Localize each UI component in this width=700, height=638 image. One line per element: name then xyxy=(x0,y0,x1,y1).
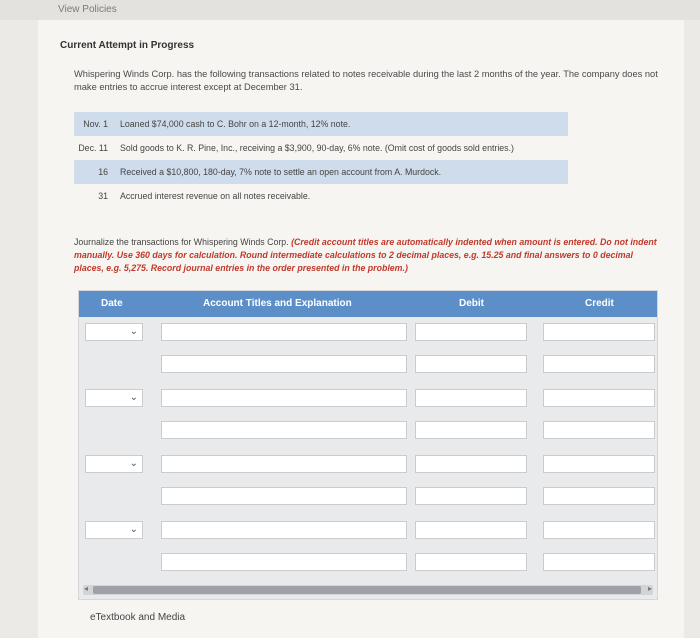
date-select[interactable] xyxy=(85,389,143,407)
transaction-date: 16 xyxy=(98,167,108,177)
transaction-date: Dec. 11 xyxy=(78,143,108,153)
debit-column-header: Debit xyxy=(459,298,484,309)
journal-entry-table xyxy=(78,290,658,600)
transaction-date: 31 xyxy=(98,191,108,201)
credit-input[interactable] xyxy=(543,521,655,539)
journal-row xyxy=(79,385,657,409)
scroll-left-icon[interactable]: ◂ xyxy=(84,584,89,593)
credit-input[interactable] xyxy=(543,455,655,473)
debit-input[interactable] xyxy=(415,521,527,539)
date-select[interactable] xyxy=(85,455,143,473)
transaction-date: Nov. 1 xyxy=(83,119,108,129)
chevron-down-icon: ⌄ xyxy=(129,524,138,535)
transaction-description: Sold goods to K. R. Pine, Inc., receiving a $3,900, 90-day, 6% note. (Omit cost of goods sold entries.) xyxy=(120,143,514,153)
date-select[interactable] xyxy=(85,521,143,539)
debit-input[interactable] xyxy=(415,323,527,341)
account-title-input[interactable] xyxy=(161,389,407,407)
instructions xyxy=(74,236,660,275)
debit-input[interactable] xyxy=(415,553,527,571)
journal-row xyxy=(79,517,657,541)
credit-input[interactable] xyxy=(543,323,655,341)
journal-row xyxy=(79,483,657,507)
etextbook-link[interactable]: eTextbook and Media xyxy=(90,612,186,623)
account-title-input[interactable] xyxy=(161,553,407,571)
journal-row xyxy=(79,319,657,343)
attempt-status: Current Attempt in Progress xyxy=(60,40,195,51)
credit-input[interactable] xyxy=(543,355,655,373)
transaction-row xyxy=(74,184,568,208)
date-column-header: Date xyxy=(101,298,123,309)
journal-header xyxy=(79,291,657,317)
transaction-description: Accrued interest revenue on all notes receivable. xyxy=(120,191,311,201)
journal-row xyxy=(79,351,657,375)
account-title-input[interactable] xyxy=(161,521,407,539)
account-title-input[interactable] xyxy=(161,455,407,473)
scrollbar-thumb[interactable] xyxy=(93,586,641,594)
problem-statement: Whispering Winds Corp. has the following transactions related to notes receivable during the last 2 months of the year. The company does not make entries to accrue interest except at December 31. xyxy=(74,69,658,92)
view-policies-link[interactable]: View Policies xyxy=(58,4,117,15)
journal-row xyxy=(79,451,657,475)
instructions-lead: Journalize the transactions for Whispering Winds Corp. xyxy=(74,237,292,247)
horizontal-scrollbar[interactable] xyxy=(83,585,653,595)
transaction-description: Loaned $74,000 cash to C. Bohr on a 12-month, 12% note. xyxy=(120,119,351,129)
transaction-description: Received a $10,800, 180-day, 7% note to settle an open account from A. Murdock. xyxy=(120,167,442,177)
account-title-input[interactable] xyxy=(161,421,407,439)
scroll-right-icon[interactable]: ▸ xyxy=(647,584,652,593)
chevron-down-icon: ⌄ xyxy=(129,392,138,403)
transactions-table xyxy=(74,112,568,208)
debit-input[interactable] xyxy=(415,421,527,439)
debit-input[interactable] xyxy=(415,455,527,473)
debit-input[interactable] xyxy=(415,487,527,505)
account-column-header: Account Titles and Explanation xyxy=(203,298,352,309)
top-bar xyxy=(0,0,700,20)
transaction-row xyxy=(74,160,568,184)
account-title-input[interactable] xyxy=(161,355,407,373)
credit-input[interactable] xyxy=(543,553,655,571)
chevron-down-icon: ⌄ xyxy=(129,326,138,337)
debit-input[interactable] xyxy=(415,389,527,407)
debit-input[interactable] xyxy=(415,355,527,373)
credit-column-header: Credit xyxy=(585,298,614,309)
credit-input[interactable] xyxy=(543,487,655,505)
account-title-input[interactable] xyxy=(161,487,407,505)
account-title-input[interactable] xyxy=(161,323,407,341)
credit-input[interactable] xyxy=(543,421,655,439)
journal-row xyxy=(79,417,657,441)
credit-input[interactable] xyxy=(543,389,655,407)
journal-row xyxy=(79,549,657,573)
chevron-down-icon: ⌄ xyxy=(129,458,138,469)
transaction-row xyxy=(74,112,568,136)
instructions-note: (Credit account titles are automatically indented when amount is entered. Do not indent manually. Use 360 days for calculation. Round intermediate calculations to 2 decimal places, e.g. 15.25 and final answers to 0 decimal places, e.g. 5,275. Record journal entries in the order presented in the problem.) xyxy=(74,237,657,273)
transaction-row xyxy=(74,136,568,160)
date-select[interactable] xyxy=(85,323,143,341)
